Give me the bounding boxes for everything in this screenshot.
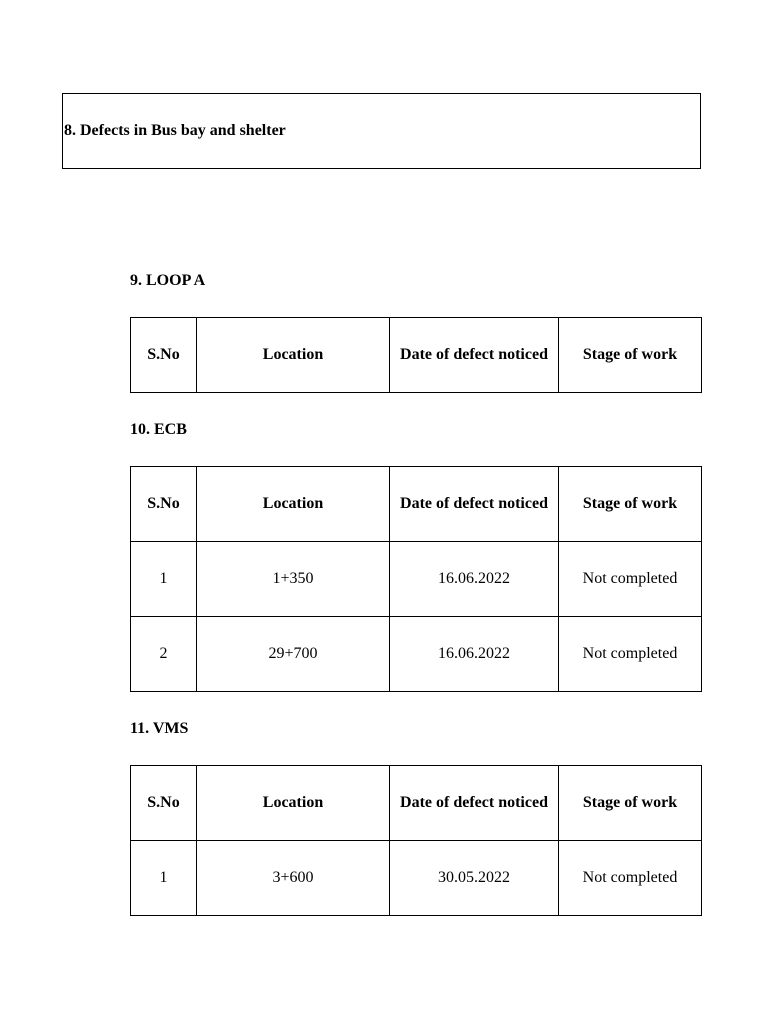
header-location: Location xyxy=(197,766,390,841)
cell-sno: 2 xyxy=(131,617,197,692)
section-9-heading: 9. LOOP A xyxy=(130,272,206,289)
table-header-row xyxy=(131,766,702,841)
cell-sno: 1 xyxy=(131,542,197,617)
header-date: Date of defect noticed xyxy=(390,467,559,542)
header-sno: S.No xyxy=(131,467,197,542)
cell-date: 30.05.2022 xyxy=(390,841,559,916)
header-location: Location xyxy=(197,467,390,542)
cell-date: 16.06.2022 xyxy=(390,617,559,692)
header-stage: Stage of work xyxy=(559,318,702,393)
header-stage: Stage of work xyxy=(559,766,702,841)
cell-stage: Not completed xyxy=(559,542,702,617)
table-row xyxy=(131,542,702,617)
table-header-row xyxy=(131,318,702,393)
section-10-heading: 10. ECB xyxy=(130,421,187,438)
cell-sno: 1 xyxy=(131,841,197,916)
header-sno: S.No xyxy=(131,318,197,393)
table-header-row xyxy=(131,467,702,542)
header-date: Date of defect noticed xyxy=(390,766,559,841)
cell-location: 3+600 xyxy=(197,841,390,916)
cell-stage: Not completed xyxy=(559,841,702,916)
ecb-table xyxy=(130,466,702,692)
section-8-box xyxy=(62,93,701,169)
header-stage: Stage of work xyxy=(559,467,702,542)
header-location: Location xyxy=(197,318,390,393)
cell-stage: Not completed xyxy=(559,617,702,692)
cell-date: 16.06.2022 xyxy=(390,542,559,617)
vms-table xyxy=(130,765,702,916)
cell-location: 29+700 xyxy=(197,617,390,692)
table-row xyxy=(131,841,702,916)
cell-location: 1+350 xyxy=(197,542,390,617)
header-date: Date of defect noticed xyxy=(390,318,559,393)
section-11-heading: 11. VMS xyxy=(130,720,189,737)
loop-a-table xyxy=(130,317,702,393)
header-sno: S.No xyxy=(131,766,197,841)
table-row xyxy=(131,617,702,692)
section-8-title: 8. Defects in Bus bay and shelter xyxy=(64,122,286,139)
